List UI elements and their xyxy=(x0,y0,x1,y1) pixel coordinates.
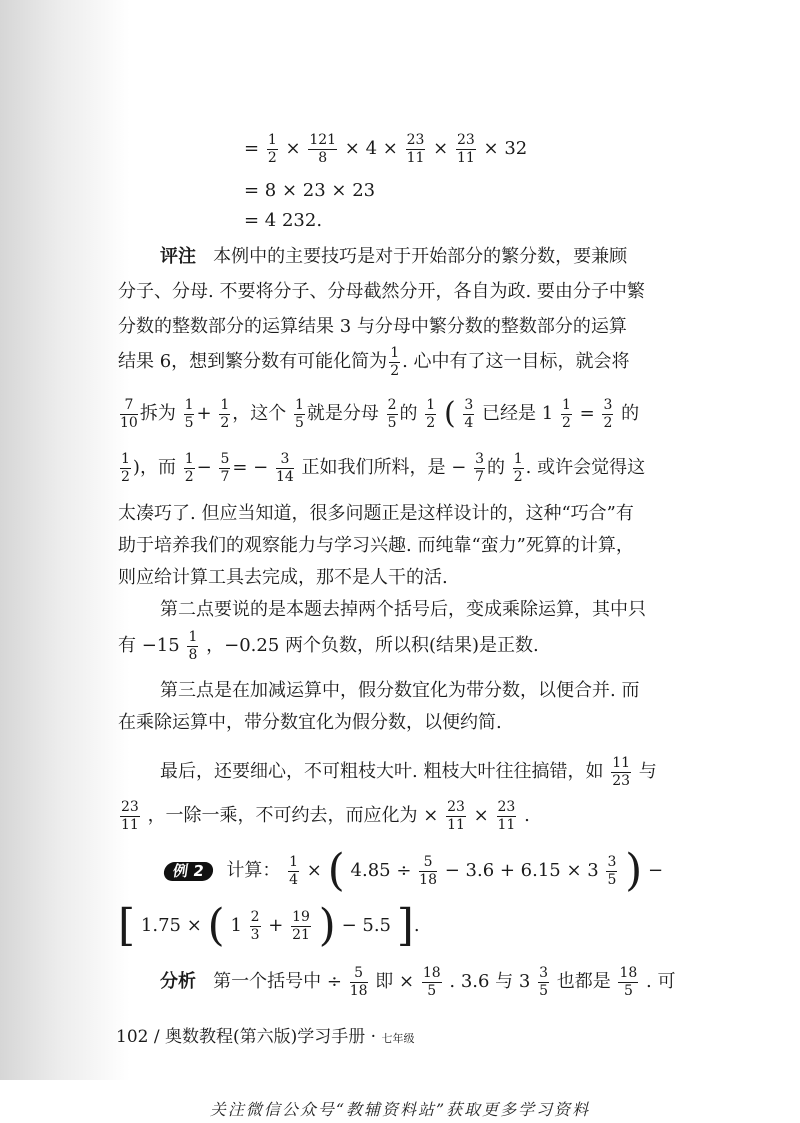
fraction: $\frac{23}{11}$ xyxy=(447,799,465,833)
fraction: $\frac{1}{2}$ xyxy=(390,345,400,379)
fraction: $\frac{1}{2}$ xyxy=(267,132,277,166)
fraction: $\frac{19}{21}$ xyxy=(292,909,310,943)
fraction: $\frac{1}{2}$ xyxy=(184,451,194,485)
calc-line-3: = 4 232. xyxy=(244,210,323,231)
fraction: $\frac{1}{2}$ xyxy=(220,397,230,431)
comment-line-9: 则应给计算工具去完成，那不是人干的活. xyxy=(118,567,448,588)
fraction: $\frac{1}{5}$ xyxy=(294,397,304,431)
fraction: $\frac{1}{2}$ xyxy=(513,451,523,485)
fraction: $\frac{1}{5}$ xyxy=(184,397,194,431)
page-footer: 102 / 奥数教程(第六版)学习手册 · 七年级 xyxy=(116,1027,415,1047)
calc-line-1: = $\frac{1}{2}$ × $\frac{121}{8}$ × 4 × $\frac{23}{11}$ × $\frac{23}{11}$ × 32 xyxy=(244,132,528,166)
comment-line-8: 助于培养我们的观察能力与学习兴趣. 而纯靠“蛮力”死算的计算， xyxy=(118,535,634,556)
fraction: $\frac{23}{11}$ xyxy=(497,799,516,833)
analysis-line: 分析 第一个括号中 ÷ $\frac{5}{18}$ 即 × $\frac{18}{5}$ . 3.6 与 3 $\frac{3}{5}$ 也都是 $\frac{18}{5}$ . 可 xyxy=(160,965,676,999)
last-line-2: $\frac{23}{11}$ ，一除一乘，不可约去，而应化为 × $\frac{23}{11}$ × $\frac{23}{11}$ . xyxy=(121,799,530,833)
fraction: $\frac{3}{2}$ xyxy=(603,397,613,431)
point3-line-2: 在乘除运算中，带分数宜化为假分数，以便约简. xyxy=(118,712,502,733)
fraction: $\frac{1}{8}$ xyxy=(188,629,198,663)
fraction: $\frac{5}{18}$ xyxy=(419,854,437,888)
fraction: $\frac{18}{5}$ xyxy=(619,965,638,999)
comment-line-5: $\frac{7}{10}$ 拆为 $\frac{1}{5}$ + $\frac{1}{2}$ ，这个 $\frac{1}{5}$ 就是分母 $\frac{2}{5}$ 的 $\frac{1}{2}$ ( $\frac{3}{4}$ 已经是 1 $\frac{1}{2}$ = $\frac{3}{2}$ 的 xyxy=(120,396,640,432)
fraction: $\frac{3}{4}$ xyxy=(464,397,474,431)
fraction: $\frac{1}{2}$ xyxy=(426,397,436,431)
fraction: $\frac{3}{7}$ xyxy=(475,451,485,485)
fraction: $\frac{5}{18}$ xyxy=(349,965,368,999)
fraction: $\frac{2}{3}$ xyxy=(250,909,260,943)
fraction: $\frac{23}{11}$ xyxy=(121,799,139,833)
fraction: $\frac{18}{5}$ xyxy=(422,965,441,999)
last-line-1: 最后，还要细心，不可粗枝大叶. 粗枝大叶往往搞错，如 $\frac{11}{23}$ 与 xyxy=(160,755,657,789)
fraction: $\frac{3}{5}$ xyxy=(607,854,617,888)
fraction: $\frac{2}{5}$ xyxy=(387,397,397,431)
comment-line-7: 太凑巧了. 但应当知道，很多问题正是这样设计的，这种“巧合”有 xyxy=(118,503,634,524)
comment-line-3: 分数的整数部分的运算结果 3 与分母中繁分数的整数部分的运算 xyxy=(118,316,627,337)
example-line-1: 例 2 计算： $\frac{1}{4}$ × ( 4.85 ÷ $\frac{5}{18}$ − 3.6 + 6.15 × 3 $\frac{3}{5}$ ) − xyxy=(164,855,663,887)
page-spine-shadow xyxy=(0,0,130,1080)
grade-label: 七年级 xyxy=(381,1032,415,1045)
calc-line-2: = 8 × 23 × 23 xyxy=(244,180,376,201)
point2-line-2: 有 −15 $\frac{1}{8}$ ，−0.25 两个负数，所以积(结果)是正数. xyxy=(118,629,539,663)
fraction: $\frac{121}{8}$ xyxy=(309,132,337,166)
fraction: $\frac{11}{23}$ xyxy=(612,755,631,789)
page-number: 102 xyxy=(116,1027,149,1047)
point2-line-1: 第二点要说的是本题去掉两个括号后，变成乘除运算，其中只 xyxy=(160,599,646,620)
analysis-label: 分析 xyxy=(160,971,196,993)
fraction: $\frac{1}{2}$ xyxy=(121,451,130,485)
fraction: $\frac{3}{5}$ xyxy=(539,965,549,999)
comment-label: 评注 xyxy=(160,246,196,267)
comment-line-1: 评注 本例中的主要技巧是对于开始部分的繁分数，要兼顾 xyxy=(160,246,628,267)
watermark-text: 关注微信公众号“教辅资料站”获取更多学习资料 xyxy=(209,1100,591,1119)
comment-line-4: 结果 6，想到繁分数有可能化简为 $\frac{1}{2}$ . 心中有了这一目标，就会将 xyxy=(118,345,630,379)
fraction: $\frac{5}{7}$ xyxy=(220,451,230,485)
fraction: $\frac{3}{14}$ xyxy=(275,451,294,485)
comment-line-6: $\frac{1}{2}$ )，而 $\frac{1}{2}$ − $\frac{5}{7}$ = − $\frac{3}{14}$ 正如我们所料，是 − $\frac{3}{7}$ 的 $\frac{1}{2}$ . 或许会觉得这 xyxy=(121,451,646,485)
fraction: $\frac{23}{11}$ xyxy=(406,132,425,166)
fraction: $\frac{1}{2}$ xyxy=(561,397,571,431)
fraction: $\frac{7}{10}$ xyxy=(120,397,138,431)
point3-line-1: 第三点是在加减运算中，假分数宜化为带分数，以便合并. 而 xyxy=(160,680,640,701)
fraction: $\frac{23}{11}$ xyxy=(456,132,475,166)
example-badge: 例 2 xyxy=(163,862,214,881)
book-title: 奥数教程(第六版)学习手册 · xyxy=(165,1027,377,1047)
comment-line-2: 分子、分母. 不要将分子、分母截然分开，各自为政. 要由分子中繁 xyxy=(118,281,645,302)
fraction: $\frac{1}{4}$ xyxy=(289,854,299,888)
example-line-2: [ 1.75 × ( 1 $\frac{2}{3}$ + $\frac{19}{21}$ ) − 5.5 ]. xyxy=(118,900,420,952)
